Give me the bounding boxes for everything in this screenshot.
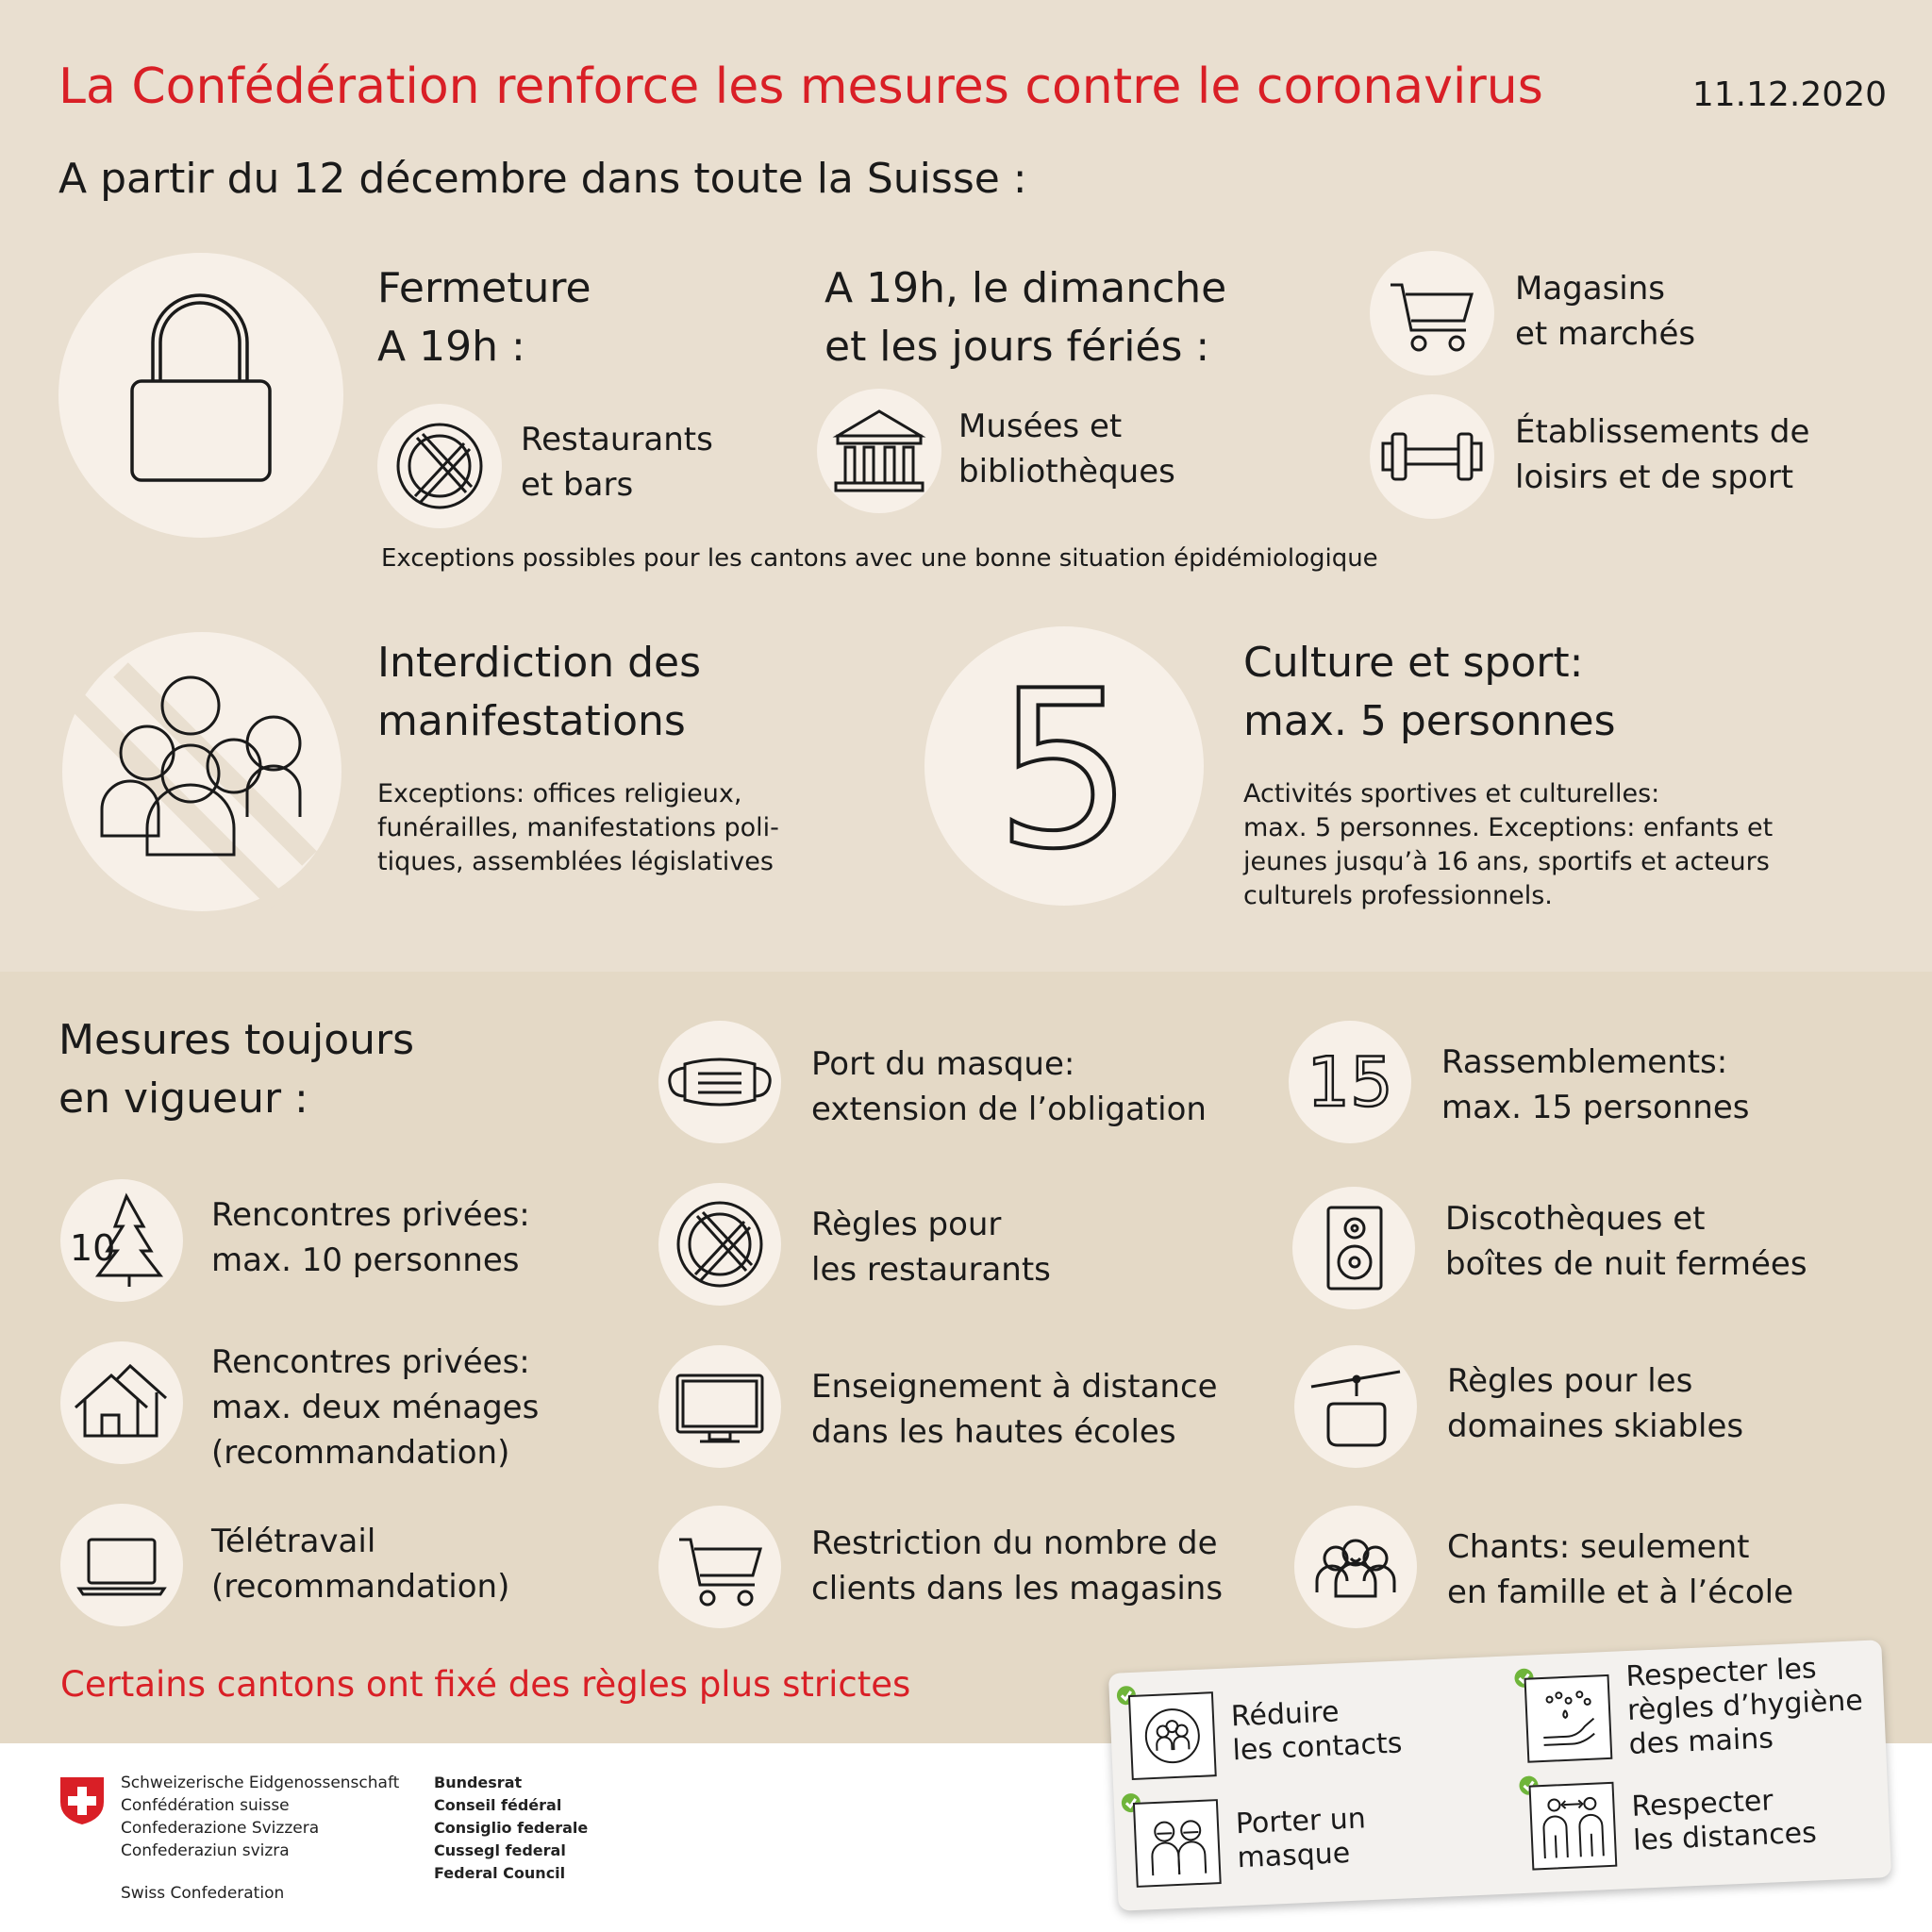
events-heading-line1: Interdiction des xyxy=(377,639,702,687)
lang-de: Schweizerische Eidgenossenschaft xyxy=(121,1774,400,1792)
lang-it: Confederazione Svizzera xyxy=(121,1819,320,1838)
singing-line2: en famille et à l’école xyxy=(1447,1574,1793,1611)
stricter-rules-note: Certains cantons ont fixé des règles plus strictes xyxy=(60,1664,911,1705)
ongoing-heading-line2: en vigueur : xyxy=(58,1074,308,1123)
closure-heading-1-line1: Fermeture xyxy=(377,264,591,312)
keep-distance-icon xyxy=(1528,1782,1617,1871)
hygiene-panel xyxy=(1108,1640,1891,1911)
museum-icon xyxy=(817,389,941,513)
restaurant-rules-line1: Règles pour xyxy=(811,1206,1002,1243)
leisure-label xyxy=(1515,409,1809,500)
shops-label xyxy=(1515,266,1695,357)
closure-heading-2-line2: et les jours fériés : xyxy=(824,323,1210,371)
distance-learning-line2: dans les hautes écoles xyxy=(811,1413,1176,1451)
mask-line1: Port du masque: xyxy=(811,1045,1075,1083)
ongoing-heading xyxy=(58,1011,414,1128)
hand-hygiene-line3: des mains xyxy=(1627,1722,1774,1761)
council-it: Consiglio federale xyxy=(434,1819,589,1837)
dumbbell-icon xyxy=(1370,394,1494,519)
houses-icon xyxy=(60,1341,183,1464)
culture-text xyxy=(1243,777,1773,913)
events-heading xyxy=(377,634,701,751)
culture-text-line1: Activités sportives et culturelles: xyxy=(1243,779,1660,808)
page-title: La Confédération renforce les mesures contre le coronavirus xyxy=(58,58,1543,115)
hand-hygiene-icon xyxy=(1524,1674,1613,1763)
cart-icon xyxy=(1370,251,1494,375)
wear-mask-label xyxy=(1235,1802,1368,1875)
singers-icon xyxy=(1294,1506,1417,1628)
gondola-icon xyxy=(1294,1345,1417,1468)
gatherings-line2: max. 15 personnes xyxy=(1441,1089,1750,1126)
keep-distance-line2: les distances xyxy=(1632,1816,1818,1857)
plate-cutlery-icon xyxy=(377,404,502,528)
events-text-line2: funérailles, manifestations poli- xyxy=(377,813,779,842)
reduce-contacts-line1: Réduire xyxy=(1230,1695,1341,1734)
discos-line1: Discothèques et xyxy=(1445,1200,1706,1238)
private-10-line1: Rencontres privées: xyxy=(211,1196,530,1234)
restaurants-line1: Restaurants xyxy=(521,421,713,458)
council-de: Bundesrat xyxy=(434,1774,523,1791)
mask-line2: extension de l’obligation xyxy=(811,1091,1207,1128)
telework-line2: (recommandation) xyxy=(211,1568,510,1606)
discos-line2: boîtes de nuit fermées xyxy=(1445,1245,1807,1283)
culture-heading-line2: max. 5 personnes xyxy=(1243,697,1616,745)
households-line2: max. deux ménages xyxy=(211,1389,540,1426)
hand-hygiene-line2: règles d’hygiène xyxy=(1626,1684,1864,1728)
speaker-icon xyxy=(1292,1187,1415,1309)
ongoing-item-restaurants xyxy=(811,1202,1051,1292)
ongoing-item-telework xyxy=(211,1519,509,1609)
restaurants-line2: et bars xyxy=(521,466,634,504)
number-15-icon xyxy=(1289,1021,1411,1143)
culture-text-line4: culturels professionnels. xyxy=(1243,881,1553,910)
restaurants-label xyxy=(521,417,713,508)
events-text-line3: tiques, assemblées législatives xyxy=(377,847,774,876)
leisure-line1: Établissements de xyxy=(1515,413,1810,451)
wear-mask-line2: masque xyxy=(1236,1837,1351,1875)
gatherings-line1: Rassemblements: xyxy=(1441,1043,1728,1081)
tree-badge: 10 xyxy=(70,1227,116,1269)
wear-mask-line1: Porter un xyxy=(1235,1802,1367,1841)
events-text-line1: Exceptions: offices religieux, xyxy=(377,779,742,808)
lang-rm: Confederaziun svizra xyxy=(121,1841,290,1860)
restaurant-rules-line2: les restaurants xyxy=(811,1251,1051,1289)
monitor-icon xyxy=(658,1345,781,1468)
culture-text-line2: max. 5 personnes. Exceptions: enfants et xyxy=(1243,813,1774,842)
shops-line2: et marchés xyxy=(1515,315,1696,353)
telework-line1: Télétravail xyxy=(211,1523,376,1560)
ongoing-item-private-10 xyxy=(211,1192,530,1283)
events-heading-line2: manifestations xyxy=(377,697,686,745)
museums-line2: bibliothèques xyxy=(958,453,1175,491)
events-text xyxy=(377,777,779,879)
crowd-prohibited-icon xyxy=(62,632,341,911)
council-en: Federal Council xyxy=(434,1864,566,1882)
ongoing-heading-line1: Mesures toujours xyxy=(58,1016,415,1064)
culture-number: 5 xyxy=(994,645,1134,897)
council-rm: Cussegl federal xyxy=(434,1841,566,1859)
ongoing-item-gatherings xyxy=(1441,1040,1750,1130)
private-10-line2: max. 10 personnes xyxy=(211,1241,520,1279)
mask-icon xyxy=(658,1021,781,1143)
ongoing-item-households xyxy=(211,1340,539,1475)
ongoing-item-singing xyxy=(1447,1524,1793,1615)
reduce-contacts-line2: les contacts xyxy=(1231,1726,1404,1768)
cart-icon-2 xyxy=(658,1506,781,1628)
ongoing-item-discos xyxy=(1445,1196,1807,1287)
swiss-flag-icon xyxy=(58,1775,106,1826)
exceptions-note: Exceptions possibles pour les cantons avec une bonne situation épidémiologique xyxy=(381,544,1378,573)
hand-hygiene-label xyxy=(1625,1650,1865,1762)
ongoing-item-shop-limit xyxy=(811,1521,1223,1611)
federal-council-block xyxy=(434,1772,588,1885)
keep-distance-label xyxy=(1631,1782,1818,1857)
closure-heading-2-line1: A 19h, le dimanche xyxy=(824,264,1227,312)
council-fr: Conseil fédéral xyxy=(434,1796,562,1814)
households-line1: Rencontres privées: xyxy=(211,1343,530,1381)
closure-heading-2 xyxy=(824,259,1226,376)
hand-hygiene-line1: Respecter les xyxy=(1624,1652,1818,1694)
keep-distance-line1: Respecter xyxy=(1630,1784,1774,1824)
ski-line1: Règles pour les xyxy=(1447,1362,1693,1400)
shops-line1: Magasins xyxy=(1515,270,1666,308)
culture-text-line3: jeunes jusqu’à 16 ans, sportifs et acteurs xyxy=(1243,847,1770,876)
page-subtitle: A partir du 12 décembre dans toute la Suisse : xyxy=(58,155,1027,203)
museums-line1: Musées et xyxy=(958,408,1123,445)
culture-heading-line1: Culture et sport: xyxy=(1243,639,1584,687)
closure-heading-1 xyxy=(377,259,591,376)
lang-fr: Confédération suisse xyxy=(121,1796,290,1815)
leisure-line2: loisirs et de sport xyxy=(1515,458,1794,496)
distance-learning-line1: Enseignement à distance xyxy=(811,1368,1218,1406)
tree-10-icon xyxy=(60,1179,183,1302)
museums-label xyxy=(958,404,1175,494)
confederation-languages xyxy=(121,1772,399,1862)
ongoing-item-ski xyxy=(1447,1358,1743,1449)
ongoing-item-mask xyxy=(811,1041,1207,1132)
shop-limit-line2: clients dans les magasins xyxy=(811,1570,1224,1607)
culture-heading xyxy=(1243,634,1616,751)
shop-limit-line1: Restriction du nombre de xyxy=(811,1524,1218,1562)
singing-line1: Chants: seulement xyxy=(1447,1528,1750,1566)
gathering-badge: 15 xyxy=(1307,1042,1393,1122)
swiss-confederation-label: Swiss Confederation xyxy=(121,1884,285,1903)
reduce-contacts-label xyxy=(1230,1693,1403,1769)
date-label: 11.12.2020 xyxy=(1691,75,1887,114)
wear-mask-icon xyxy=(1133,1799,1222,1888)
households-line3: (recommandation) xyxy=(211,1434,510,1472)
ongoing-item-distance-learning xyxy=(811,1364,1218,1455)
padlock-icon xyxy=(58,253,343,538)
closure-heading-1-line2: A 19h : xyxy=(377,323,525,371)
laptop-icon xyxy=(60,1504,183,1626)
ski-line2: domaines skiables xyxy=(1447,1407,1744,1445)
number-5-icon xyxy=(924,626,1204,906)
plate-cutlery-icon-2 xyxy=(658,1183,781,1306)
reduce-contacts-icon xyxy=(1128,1691,1217,1780)
